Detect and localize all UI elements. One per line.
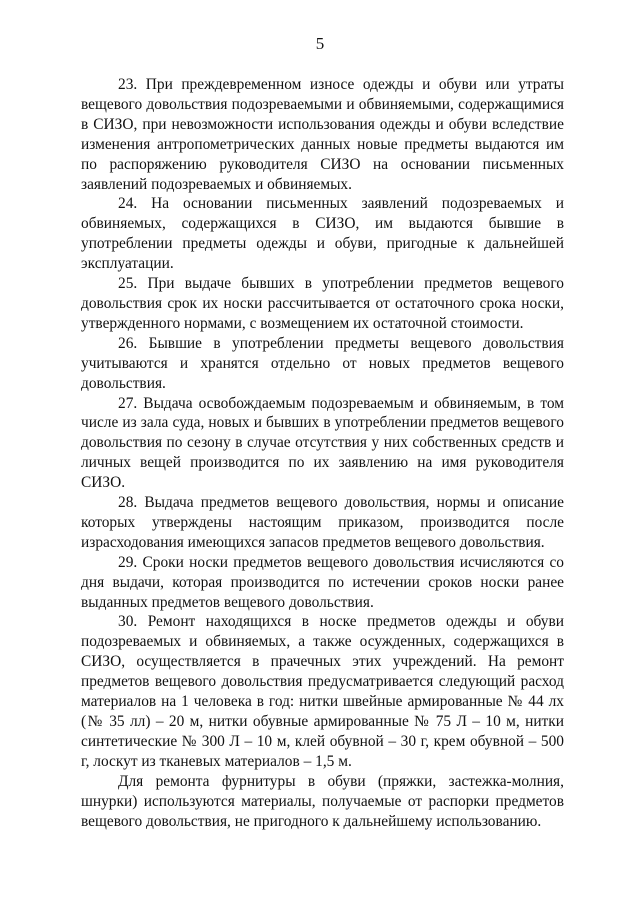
paragraph-28: 28. Выдача предметов вещевого довольствия, нормы и описание которых утверждены настоящим приказом, производится после израсходования имеющихся запасов предметов вещевого довольствия. [81,494,564,551]
paragraph-26: 26. Бывшие в употреблении предметы вещевого довольствия учитываются и хранятся отдельно от новых предметов вещевого довольствия. [81,334,564,392]
paragraph-30-continuation: Для ремонта фурнитуры в обуви (пряжки, застежка-молния, шнурки) используются материалы, получаемые от распорки предметов вещевого довольствия, не пригодного к дальнейшему использованию. [81,772,564,830]
paragraph-27: 27. Выдача освобождаемым подозреваемым и обвиняемым, в том числе из зала суда, новых и бывших в употреблении предметов вещевого довольствия по сезону в случае отсутствия у них собственных средств и личных вещей производится по их заявлению на имя руководителя СИЗО. [81,394,564,492]
paragraph-25: 25. При выдаче бывших в употреблении предметов вещевого довольствия срок их носки рассчитывается от остаточного срока носки, утвержденного нормами, с возмещением их остаточной стоимости. [81,275,564,332]
document-body [81,75,564,831]
paragraph-24: 24. На основании письменных заявлений подозреваемых и обвиняемых, содержащихся в СИЗО, им выдаются бывшие в употреблении предметы одежды и обуви, пригодные к дальнейшей эксплуатации. [81,195,564,273]
paragraph-29: 29. Сроки носки предметов вещевого довольствия исчисляются со дня выдачи, которая производится по истечении сроков носки ранее выданных предметов вещевого довольствия. [81,553,564,611]
paragraph-30: 30. Ремонт находящихся в носке предметов одежды и обуви подозреваемых и обвиняемых, а также осужденных, содержащихся в СИЗО, осуществляется в прачечных этих учреждений. На ремонт предметов вещевого довольствия предусматривается следующий расход материалов на 1 человека в год: нитки швейные армированные № 44 лх (№ 35 лл) – 20 м, нитки обувные армированные № 75 Л – 10 м, нитки синтетические № 300 Л – 10 м, клей обувной – 30 г, крем обувной – 500 г, лоскут из тканевых материалов – 1,5 м. [81,613,564,770]
paragraph-23: 23. При преждевременном износе одежды и обуви или утраты вещевого довольствия подозреваемыми и обвиняемыми, содержащимися в СИЗО, при невозможности использования одежды и обуви вследствие изменения антропометрических данных новые предметы выдаются им по распоряжению руководителя СИЗО на основании письменных заявлений подозреваемых и обвиняемых. [81,76,564,193]
page-number: 5 [315,34,325,53]
